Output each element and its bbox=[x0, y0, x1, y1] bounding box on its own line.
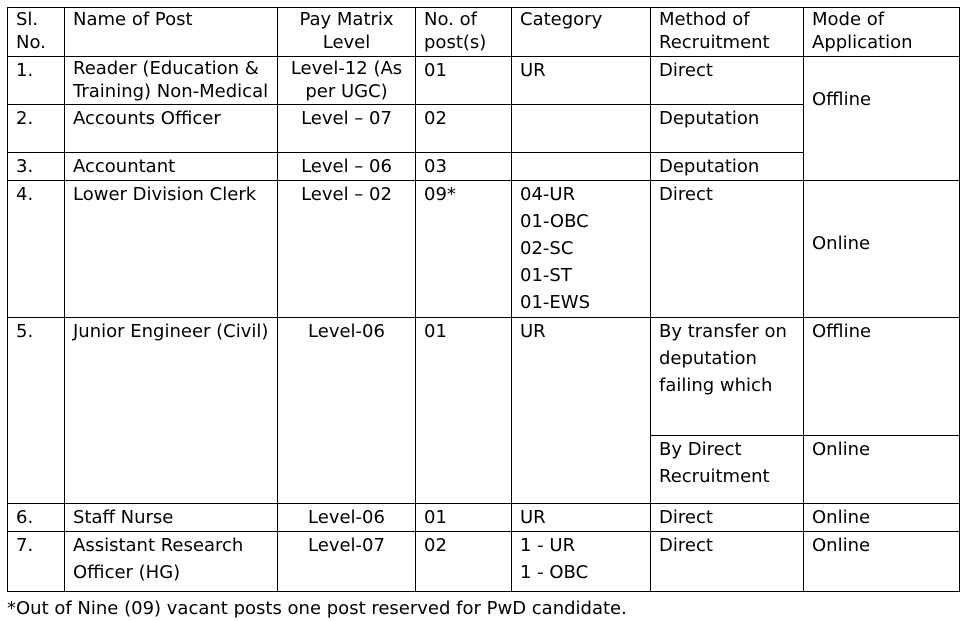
header-pay-matrix-level: Pay Matrix Level bbox=[278, 8, 416, 57]
category-line: 02-SC bbox=[520, 238, 574, 259]
cell-pay-level: Level-06 bbox=[278, 504, 416, 532]
cell-mode: Online bbox=[804, 181, 960, 318]
cell-posts: 01 bbox=[416, 504, 512, 532]
category-line: 01-EWS bbox=[520, 292, 590, 313]
cell-category bbox=[512, 181, 651, 318]
cell-method: Direct bbox=[651, 181, 804, 318]
cell-method: Direct bbox=[651, 57, 804, 105]
cell-method: Direct bbox=[651, 504, 804, 532]
cell-posts: 01 bbox=[416, 318, 512, 504]
cell-post-name: Staff Nurse bbox=[65, 504, 278, 532]
cell-sl: 6. bbox=[8, 504, 65, 532]
cell-category: UR bbox=[512, 318, 651, 504]
method-line: failing which bbox=[659, 375, 773, 396]
cell-pay-level: Level – 07 bbox=[278, 105, 416, 153]
cell-post-name: Reader (Education & Training) Non-Medical bbox=[65, 57, 278, 105]
cell-pay-level: Level – 06 bbox=[278, 153, 416, 181]
table-row bbox=[8, 181, 960, 318]
table-row bbox=[8, 318, 960, 436]
table-row bbox=[8, 532, 960, 592]
cell-pay-level: Level-06 bbox=[278, 318, 416, 504]
cell-sl: 2. bbox=[8, 105, 65, 153]
cell-category bbox=[512, 153, 651, 181]
cell-mode: Online bbox=[804, 436, 960, 504]
category-line: 1 - OBC bbox=[520, 562, 589, 583]
footnote: *Out of Nine (09) vacant posts one post reserved for PwD candidate. bbox=[7, 598, 627, 619]
cell-posts: 02 bbox=[416, 105, 512, 153]
method-line: By transfer on bbox=[659, 321, 787, 342]
cell-mode: Online bbox=[804, 532, 960, 592]
cell-method: Deputation bbox=[651, 105, 804, 153]
cell-sl: 3. bbox=[8, 153, 65, 181]
cell-post-name: Accountant bbox=[65, 153, 278, 181]
cell-pay-level: Level-12 (As per UGC) bbox=[278, 57, 416, 105]
cell-posts: 09* bbox=[416, 181, 512, 318]
table-row bbox=[8, 504, 960, 532]
cell-sl: 4. bbox=[8, 181, 65, 318]
cell-category: UR bbox=[512, 504, 651, 532]
cell-method: Direct bbox=[651, 532, 804, 592]
cell-mode: Offline bbox=[804, 318, 960, 436]
cell-category bbox=[512, 105, 651, 153]
cell-pay-level: Level – 02 bbox=[278, 181, 416, 318]
cell-mode-offline: Offline bbox=[804, 57, 960, 181]
cell-post-name: Junior Engineer (Civil) bbox=[65, 318, 278, 504]
cell-category bbox=[512, 532, 651, 592]
cell-posts: 02 bbox=[416, 532, 512, 592]
table-row bbox=[8, 57, 960, 105]
header-name-of-post: Name of Post bbox=[65, 8, 278, 57]
cell-sl: 5. bbox=[8, 318, 65, 504]
cell-post-name: Lower Division Clerk bbox=[65, 181, 278, 318]
method-line: deputation bbox=[659, 348, 757, 369]
cell-method bbox=[651, 318, 804, 436]
cell-category: UR bbox=[512, 57, 651, 105]
cell-pay-level: Level-07 bbox=[278, 532, 416, 592]
cell-sl: 1. bbox=[8, 57, 65, 105]
category-line: 01-OBC bbox=[520, 211, 589, 232]
cell-mode: Online bbox=[804, 504, 960, 532]
cell-method: Deputation bbox=[651, 153, 804, 181]
category-line: 01-ST bbox=[520, 265, 572, 286]
header-no-of-posts: No. of post(s) bbox=[416, 8, 512, 57]
category-line: 1 - UR bbox=[520, 535, 576, 556]
cell-post-name: Assistant Research Officer (HG) bbox=[65, 532, 278, 592]
header-sl-no: Sl. No. bbox=[8, 8, 65, 57]
cell-post-name: Accounts Officer bbox=[65, 105, 278, 153]
method-line: By Direct bbox=[659, 439, 742, 460]
method-line: Recruitment bbox=[659, 466, 770, 487]
header-method-of-recruitment: Method of Recruitment bbox=[651, 8, 804, 57]
cell-sl: 7. bbox=[8, 532, 65, 592]
recruitment-table bbox=[7, 7, 960, 592]
header-mode-of-application: Mode of Application bbox=[804, 8, 960, 57]
table-header-row bbox=[8, 8, 960, 57]
header-category: Category bbox=[512, 8, 651, 57]
cell-posts: 01 bbox=[416, 57, 512, 105]
cell-posts: 03 bbox=[416, 153, 512, 181]
cell-method bbox=[651, 436, 804, 504]
category-line: 04-UR bbox=[520, 184, 576, 205]
